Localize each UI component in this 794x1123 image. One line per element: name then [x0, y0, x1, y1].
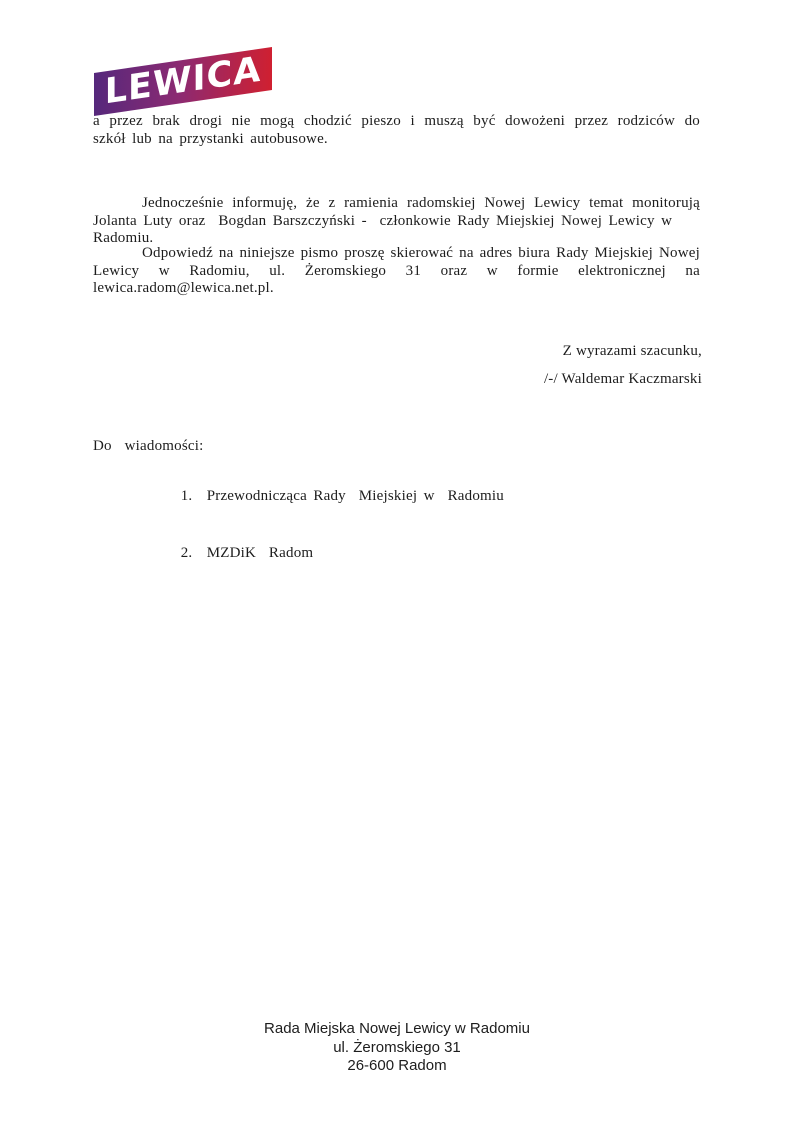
paragraph-line: a przez brak drogi nie mogą chodzić pieszo i muszą być dowożeni przez rodziców do [93, 113, 700, 129]
paragraph-line: szkół lub na przystanki autobusowe. [93, 130, 328, 147]
signature-closing: Z wyrazami szacunku, [562, 343, 702, 359]
cc-heading: Do wiadomości: [93, 438, 204, 454]
paragraph-line: Jednocześnie informuję, że z ramienia radomskiej Nowej Lewicy temat monitorują [142, 195, 700, 211]
cc-item-text: MZDiK Radom [206, 545, 314, 561]
lewica-logo [94, 47, 272, 116]
paragraph-line: Lewicy w Radomiu, ul. Żeromskiego 31 oraz w formie elektronicznej na [93, 262, 700, 279]
paragraph-3 [93, 245, 700, 298]
paragraph-line: Odpowiedź na niniejsze pismo proszę skierować na adres biura Rady Miejskiej Nowej [142, 245, 700, 261]
cc-item [93, 525, 700, 582]
paragraph-2 [93, 195, 700, 248]
footer-line-org: Rada Miejska Nowej Lewicy w Radomiu [264, 1020, 530, 1037]
cc-list [93, 468, 700, 582]
footer-line-city: 26-600 Radom [347, 1057, 447, 1074]
cc-item-text: Przewodnicząca Rady Miejskiej w Radomiu [206, 488, 504, 504]
footer-line-street: ul. Żeromskiego 31 [333, 1038, 461, 1056]
paragraph-line: Jolanta Luty oraz Bogdan Barszczyński - członkowie Rady Miejskiej Nowej Lewicy w Radomiu. [93, 212, 679, 246]
paragraph-1 [93, 113, 700, 148]
cc-item-number: 1. [180, 488, 193, 504]
footer-address [0, 1020, 794, 1076]
cc-item [93, 468, 700, 525]
lewica-logo-text: LEWICA [104, 49, 262, 113]
email-address: lewica.radom@lewica.net.pl. [93, 280, 274, 296]
cc-item-number: 2. [180, 545, 193, 561]
signature-name: /-/ Waldemar Kaczmarski [543, 371, 702, 387]
